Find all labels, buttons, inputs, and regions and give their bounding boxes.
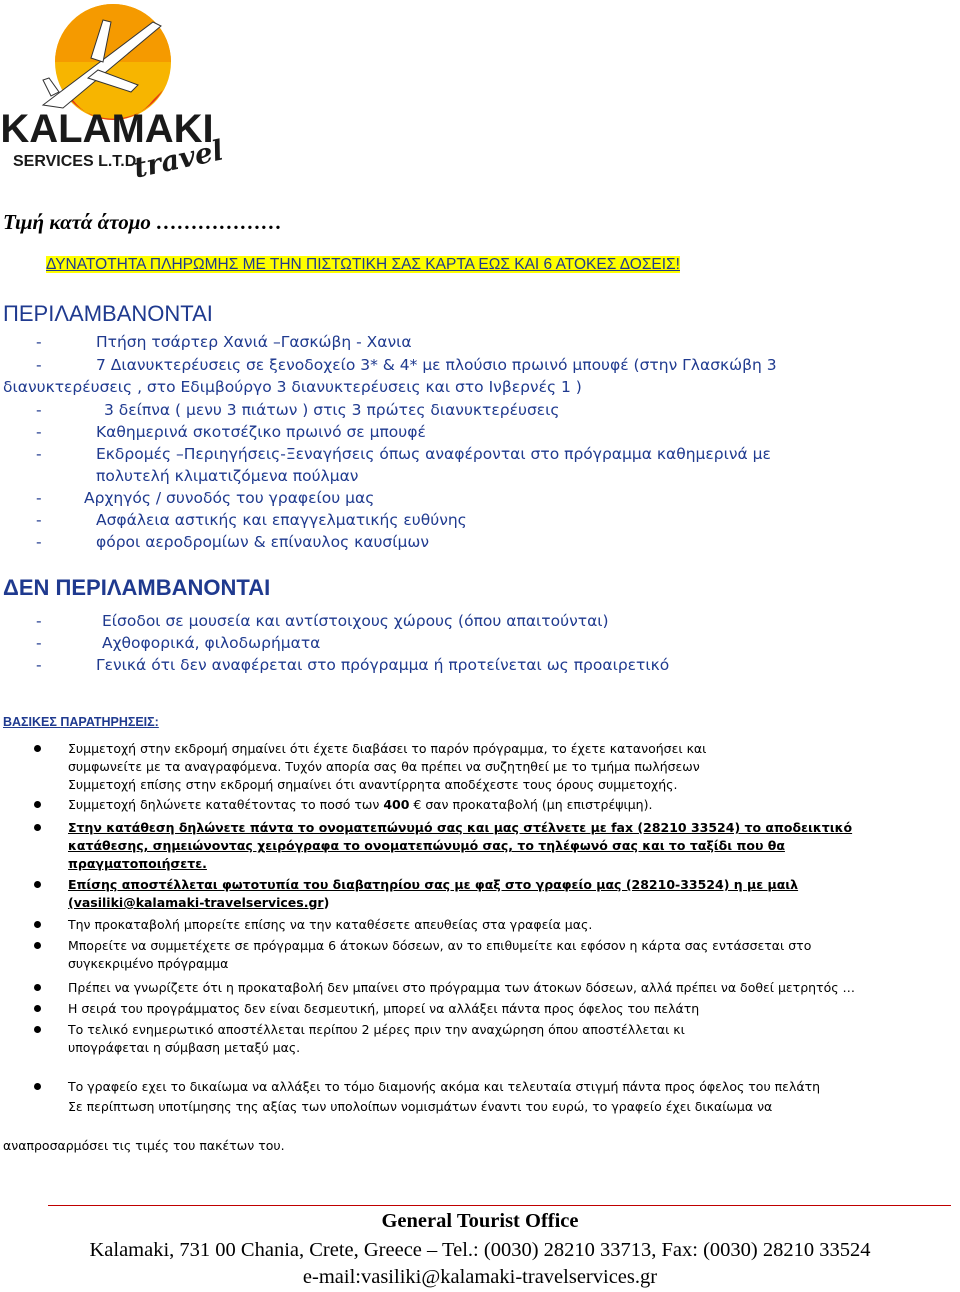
- bullet-icon: [34, 1005, 41, 1012]
- bullet-icon: [34, 921, 41, 928]
- note-text: Συμμετοχή δηλώνετε καταθέτοντας το ποσό των: [68, 797, 380, 812]
- excluded-item: -: [36, 612, 42, 630]
- bullet-icon: [34, 801, 41, 808]
- included-item-text: 3 δείπνα ( μενυ 3 πιάτων ) στις 3 πρώτες διανυκτερέυσεις: [104, 401, 560, 419]
- note-text: αναπροσαρμόσει τις τιμές του πακέτων του.: [3, 1138, 285, 1153]
- note-text: Σε περίπτωση υποτίμησης της αξίας των υπολοίπων νομισμάτων έναντι του ευρώ, το γραφείο έχει δικαίωμα να: [68, 1099, 773, 1114]
- bullet-icon: [34, 745, 41, 752]
- note-text: συγκεκριμένο πρόγραμμα: [68, 956, 229, 971]
- bullet-icon: [34, 824, 41, 831]
- included-item: -: [36, 423, 42, 441]
- note-text: σαν προκαταβολή (μη επιστρέψιμη).: [425, 797, 653, 812]
- excluded-item-text: Είσοδοι σε μουσεία και αντίστοιχους χώρους (όπου απαιτούνται): [102, 612, 609, 630]
- included-item: -: [36, 533, 42, 551]
- excluded-heading: ΔΕΝ ΠΕΡΙΛΑΜΒΑΝΟΝΤΑΙ: [3, 575, 271, 600]
- email-link[interactable]: (vasiliki@kalamaki-travelservices.gr: [68, 895, 324, 910]
- note-text: Επίσης αποστέλλεται φωτοτυπία του διαβατηρίου σας με φαξ στο γραφείο μας (28210-33524) η με μαιλ: [68, 877, 799, 892]
- note-text: Το γραφείο εχει το δικαίωμα να αλλάξει το τόμο διαμονής ακόμα και τελευταία στιγμή πάντα προς όφελος του πελάτη: [68, 1079, 821, 1094]
- included-item: -: [36, 445, 42, 463]
- bullet-icon: [34, 1083, 41, 1090]
- note-text: ): [323, 895, 330, 910]
- note-deposit: Συμμετοχή δηλώνετε καταθέτοντας το ποσό των 400 € σαν προκαταβολή (μη επιστρέψιμη).: [68, 797, 653, 812]
- excluded-item: -: [36, 634, 42, 652]
- included-item-text: φόροι αεροδρομίων & επίναυλος καυσίμων: [96, 533, 429, 551]
- excluded-item-text: Γενικά ότι δεν αναφέρεται στο πρόγραμμα ή προτείνεται ως προαιρετικό: [96, 656, 670, 674]
- logo-word-sub: SERVICES L.T.D.: [13, 153, 141, 170]
- included-heading: ΠΕΡΙΛΑΜΒΑΝΟΝΤΑΙ: [3, 301, 213, 326]
- note-text: πραγματοποιήσετε.: [68, 856, 207, 871]
- bullet-icon: [34, 881, 41, 888]
- excluded-item-text: Αχθοφορικά, φιλοδωρήματα: [102, 634, 321, 652]
- note-text: κατάθεσης, σημειώνοντας χειρόγραφα το ονοματεπώνυμό σας, το τηλέφωνό σας και το ταξίδι που θα: [68, 838, 785, 853]
- note-text: Μπορείτε να συμμετέχετε σε πρόγραμμα 6 άτοκων δόσεων, αν το επιθυμείτε και εφόσον η κάρτα σας εντάσσεται στο: [68, 938, 812, 953]
- footer-office: General Tourist Office: [381, 1210, 579, 1232]
- payment-notice: [46, 256, 680, 274]
- bullet-icon: [34, 984, 41, 991]
- note-text: Στην κατάθεση δηλώνετε πάντα το ονοματεπώνυμό σας και μας στέλνετε με fax (28210 33524) το αποδεικτικό: [68, 820, 853, 835]
- kalamaki-travel-logo: [0, 0, 227, 185]
- bullet-icon: [34, 942, 41, 949]
- included-item: -: [36, 401, 42, 419]
- note-text: Το τελικό ενημερωτικό αποστέλλεται περίπου 2 μέρες πριν την αναχώρηση όπου αποστέλλεται κι: [68, 1022, 685, 1037]
- footer-divider: [48, 1205, 951, 1206]
- logo-word-script: travel: [130, 133, 227, 185]
- bullet-icon: [34, 1026, 41, 1033]
- footer-email[interactable]: e-mail:vasiliki@kalamaki-travelservices.gr: [302, 1266, 658, 1288]
- note-email: [68, 895, 329, 910]
- included-item: -: [36, 333, 42, 351]
- included-item-text: Ασφάλεια αστικής και επαγγελματικής ευθύνης: [96, 511, 467, 529]
- footer-address: Kalamaki, 731 00 Chania, Crete, Greece – Tel.: (0030) 28210 33713, Fax: (0030) 28210 33524: [89, 1239, 871, 1261]
- payment-notice-text: ΔΥΝΑΤΟΤΗΤΑ ΠΛΗΡΩΜΗΣ ΜΕ ΤΗΝ ΠΙΣΤΩΤΙΚΗ ΣΑΣ ΚΑΡΤΑ ΕΩΣ ΚΑΙ 6 ΑΤΟΚΕΣ ΔΟΣΕΙΣ!: [46, 256, 680, 273]
- included-item: -: [36, 489, 42, 507]
- price-per-person: Τιμή κατά άτομο ………………: [3, 210, 283, 234]
- included-item-text: Πτήση τσάρτερ Χανιά –Γασκώβη - Χανια: [96, 333, 412, 351]
- included-item: -: [36, 511, 42, 529]
- included-item-text: 7 Διανυκτερέυσεις σε ξενοδοχείο 3* & 4* με πλούσιο πρωινό μπουφέ (στην Γλασκώβη 3: [96, 356, 777, 374]
- note-text: συμφωνείτε με τα αναγραφόμενα. Τυχόν απορία σας θα πρέπει να συζητηθεί με το τμήμα πωλήσεων: [68, 759, 700, 774]
- excluded-item: -: [36, 656, 42, 674]
- included-item-text: διανυκτερέυσεις , στο Εδιμβούργο 3 διανυκτερέυσεις και στο Ινβερνές 1 ): [3, 378, 582, 396]
- note-text: Την προκαταβολή μπορείτε επίσης να την καταθέσετε απευθείας στα γραφεία μας.: [68, 917, 593, 932]
- note-text: Συμμετοχή επίσης στην εκδρομή σημαίνει ότι αναντίρρητα αποδέχεστε τους όρους συμμετοχής.: [68, 777, 678, 792]
- included-item-text: πολυτελή κλιματιζόμενα πούλμαν: [96, 467, 359, 485]
- note-text: υπογράφεται η σύμβαση μεταξύ μας.: [68, 1040, 301, 1055]
- deposit-amount: 400: [383, 797, 410, 812]
- note-text: Η σειρά του προγράμματος δεν είναι δεσμευτική, μπορεί να αλλάξει πάντα προς όφελος του πελάτη: [68, 1001, 700, 1016]
- note-text: Συμμετοχή στην εκδρομή σημαίνει ότι έχετε διαβάσει το παρόν πρόγραμμα, το έχετε κατανοήσει και: [68, 741, 707, 756]
- logo-word-main: KALAMAKI: [0, 107, 214, 151]
- note-text: Πρέπει να γνωρίζετε ότι η προκαταβολή δεν μπαίνει στο πρόγραμμα των άτοκων δόσεων, αλλά πρέπει να δοθεί μετρητός …: [68, 980, 856, 995]
- included-item-text: Εκδρομές –Περιηγήσεις-Ξεναγήσεις όπως αναφέρονται στο πρόγραμμα καθημερινά με: [96, 445, 771, 463]
- included-item-text: Καθημερινά σκοτσέζικο πρωινό σε μπουφέ: [96, 423, 426, 441]
- included-item: -: [36, 356, 42, 374]
- included-item-text: Αρχηγός / συνοδός του γραφείου μας: [84, 489, 375, 507]
- notes-heading: ΒΑΣΙΚΕΣ ΠΑΡΑΤΗΡΗΣΕΙΣ:: [3, 715, 159, 729]
